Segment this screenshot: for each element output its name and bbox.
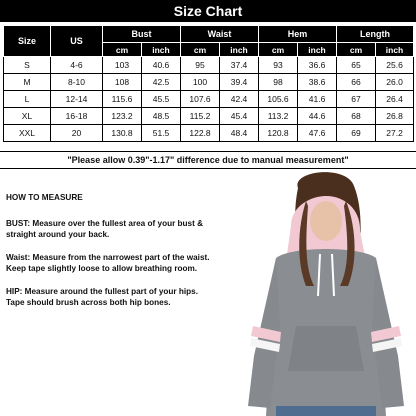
- unit-header: cm: [337, 43, 376, 57]
- header-us: US: [51, 26, 103, 57]
- table-cell: S: [4, 57, 51, 74]
- table-cell: 66: [337, 74, 376, 91]
- size-chart-title: Size Chart: [0, 0, 416, 22]
- table-cell: 20: [51, 125, 103, 142]
- size-chart-table: [3, 25, 414, 142]
- unit-header: cm: [181, 43, 220, 57]
- kangaroo-pocket: [288, 326, 364, 371]
- table-cell: 45.5: [142, 91, 181, 108]
- table-row: [4, 74, 414, 91]
- table-cell: 42.5: [142, 74, 181, 91]
- header-bust: Bust: [103, 26, 181, 43]
- table-cell: 115.6: [103, 91, 142, 108]
- table-cell: 36.6: [298, 57, 337, 74]
- table-cell: 38.6: [298, 74, 337, 91]
- table-cell: 48.5: [142, 108, 181, 125]
- table-cell: 8-10: [51, 74, 103, 91]
- table-cell: 95: [181, 57, 220, 74]
- table-row: [4, 91, 414, 108]
- table-cell: 103: [103, 57, 142, 74]
- hip-instruction: HIP: Measure around the fullest part of your hips. Tape should brush across both hip bones.: [6, 286, 198, 307]
- table-cell: 16-18: [51, 108, 103, 125]
- table-cell: 93: [259, 57, 298, 74]
- table-cell: 105.6: [259, 91, 298, 108]
- table-cell: 4-6: [51, 57, 103, 74]
- table-cell: 100: [181, 74, 220, 91]
- table-cell: 98: [259, 74, 298, 91]
- header-waist: Waist: [181, 26, 259, 43]
- header-size: Size: [4, 26, 51, 57]
- table-cell: 37.4: [220, 57, 259, 74]
- waist-instruction: Waist: Measure from the narrowest part of the waist. Keep tape slightly loose to allow breathing room.: [6, 252, 210, 273]
- table-cell: 123.2: [103, 108, 142, 125]
- how-to-measure-heading: HOW TO MEASURE: [6, 193, 83, 202]
- table-cell: 120.8: [259, 125, 298, 142]
- table-row: [4, 125, 414, 142]
- table-cell: 68: [337, 108, 376, 125]
- table-cell: 12-14: [51, 91, 103, 108]
- table-cell: L: [4, 91, 51, 108]
- table-cell: 40.6: [142, 57, 181, 74]
- table-cell: 51.5: [142, 125, 181, 142]
- measurement-note: "Please allow 0.39"-1.17" difference due to manual measurement": [0, 151, 416, 169]
- table-cell: M: [4, 74, 51, 91]
- unit-header: cm: [103, 43, 142, 57]
- table-cell: 130.8: [103, 125, 142, 142]
- size-table-body: [4, 57, 414, 142]
- table-cell: 44.6: [298, 108, 337, 125]
- how-to-measure-section: [6, 192, 216, 320]
- table-cell: 26.4: [376, 91, 414, 108]
- model-hoodie-photo: [236, 166, 416, 416]
- jeans: [276, 406, 376, 416]
- table-row: [4, 108, 414, 125]
- table-cell: 42.4: [220, 91, 259, 108]
- unit-header: cm: [259, 43, 298, 57]
- table-cell: 115.2: [181, 108, 220, 125]
- unit-header: inch: [376, 43, 414, 57]
- table-cell: 39.4: [220, 74, 259, 91]
- table-cell: XXL: [4, 125, 51, 142]
- unit-header: inch: [298, 43, 337, 57]
- table-cell: 67: [337, 91, 376, 108]
- table-cell: 47.6: [298, 125, 337, 142]
- table-cell: 48.4: [220, 125, 259, 142]
- header-hem: Hem: [259, 26, 337, 43]
- bust-instruction: BUST: Measure over the fullest area of your bust & straight around your back.: [6, 218, 203, 239]
- table-cell: 25.6: [376, 57, 414, 74]
- table-cell: 107.6: [181, 91, 220, 108]
- unit-header: inch: [220, 43, 259, 57]
- table-cell: 26.8: [376, 108, 414, 125]
- table-cell: 65: [337, 57, 376, 74]
- table-cell: 108: [103, 74, 142, 91]
- table-cell: 122.8: [181, 125, 220, 142]
- header-length: Length: [337, 26, 414, 43]
- table-cell: 26.0: [376, 74, 414, 91]
- table-cell: XL: [4, 108, 51, 125]
- table-cell: 41.6: [298, 91, 337, 108]
- table-cell: 69: [337, 125, 376, 142]
- table-cell: 27.2: [376, 125, 414, 142]
- table-cell: 113.2: [259, 108, 298, 125]
- face-shape: [310, 201, 342, 241]
- table-row: [4, 57, 414, 74]
- unit-header: inch: [142, 43, 181, 57]
- table-cell: 45.4: [220, 108, 259, 125]
